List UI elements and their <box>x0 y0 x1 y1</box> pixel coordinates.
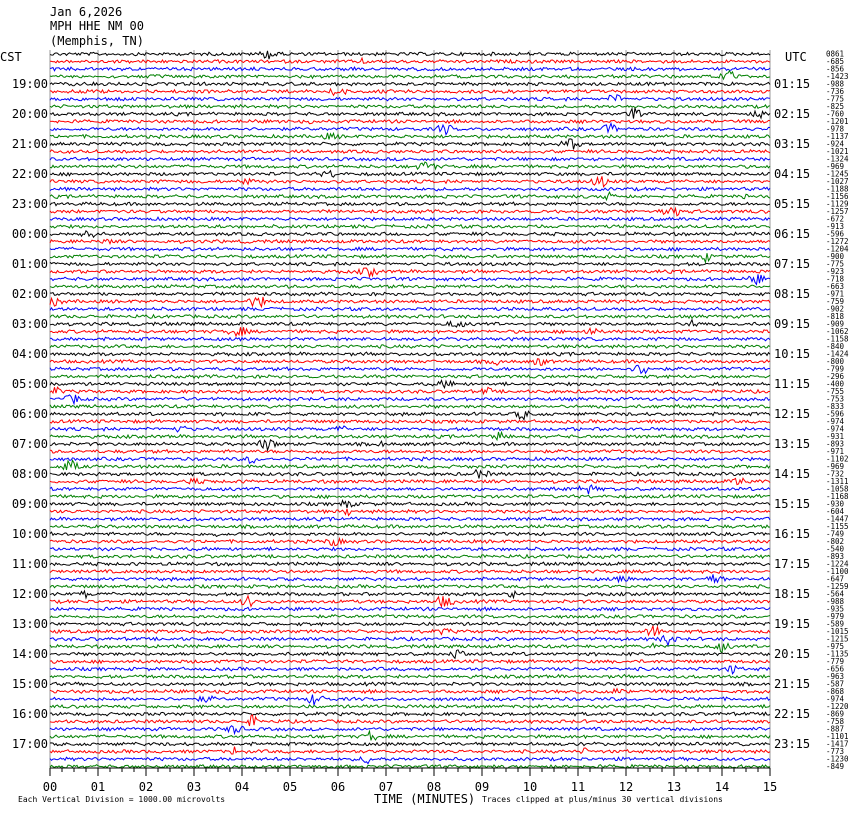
trace-73 <box>50 591 770 598</box>
trace-74 <box>50 596 770 607</box>
trace-69 <box>50 562 770 566</box>
x-tick-label: 05 <box>282 780 298 794</box>
trace-36 <box>50 315 770 319</box>
trace-mean-label: -773 <box>826 747 845 756</box>
trace-60 <box>50 495 770 499</box>
cst-hour-label: 03:00 <box>11 317 48 331</box>
trace-37 <box>50 320 770 327</box>
trace-mean-label: -913 <box>826 222 845 231</box>
station-location: (Memphis, TN) <box>50 34 144 48</box>
trace-mean-label: -1156 <box>826 192 849 201</box>
trace-29 <box>50 262 770 266</box>
trace-mean-label: -1168 <box>826 492 849 501</box>
trace-mean-label: -974 <box>826 417 845 426</box>
trace-52 <box>50 432 770 440</box>
utc-hour-label: 16:15 <box>774 527 811 541</box>
trace-49 <box>50 411 770 419</box>
trace-mean-label: -1188 <box>826 184 849 194</box>
trace-mean-label: -1230 <box>826 754 849 764</box>
trace-mean-label: -1102 <box>826 454 849 464</box>
trace-mean-label: -1424 <box>826 349 849 359</box>
trace-76 <box>50 615 770 619</box>
cst-hour-label: 10:00 <box>11 527 48 541</box>
trace-84 <box>50 675 770 679</box>
trace-mean-label: -760 <box>826 109 845 119</box>
trace-mean-label: -978 <box>826 124 845 134</box>
x-tick-label: 02 <box>138 780 154 794</box>
trace-21 <box>50 202 770 206</box>
trace-mean-label: -979 <box>826 612 845 621</box>
trace-4 <box>50 71 770 79</box>
trace-65 <box>50 532 770 536</box>
trace-86 <box>50 689 770 694</box>
utc-hour-label: 22:15 <box>774 707 811 721</box>
utc-hour-label: 19:15 <box>774 617 811 631</box>
trace-mean-label: -900 <box>826 252 845 261</box>
trace-mean-label: -1021 <box>826 147 849 156</box>
trace-mean-label: -849 <box>826 762 845 771</box>
utc-hour-label: 18:15 <box>774 587 811 601</box>
trace-64 <box>50 525 770 529</box>
utc-hour-label: 13:15 <box>774 437 811 451</box>
trace-mean-label: -974 <box>826 694 845 704</box>
cst-hour-label: 15:00 <box>11 677 48 691</box>
trace-8 <box>50 105 770 109</box>
utc-hour-label: 10:15 <box>774 347 811 361</box>
trace-66 <box>50 539 770 546</box>
trace-mean-label: -400 <box>826 379 845 389</box>
trace-63 <box>50 517 770 521</box>
trace-82 <box>50 660 770 664</box>
x-tick-label: 04 <box>234 780 250 794</box>
trace-10 <box>50 120 770 124</box>
trace-81 <box>50 650 770 659</box>
x-tick-label: 06 <box>330 780 346 794</box>
trace-mean-label: -775 <box>826 94 845 104</box>
utc-hour-label: 07:15 <box>774 257 811 271</box>
trace-mean-label: -1224 <box>826 559 849 569</box>
trace-94 <box>50 747 770 754</box>
trace-mean-label: -1417 <box>826 739 849 749</box>
utc-hour-label: 15:15 <box>774 497 811 511</box>
trace-mean-label: -799 <box>826 364 845 374</box>
trace-mean-label: -1259 <box>826 582 849 591</box>
trace-mean-label: -1272 <box>826 237 849 246</box>
trace-mean-label: -963 <box>826 672 845 681</box>
trace-1 <box>50 51 770 59</box>
trace-mean-label: -969 <box>826 462 845 471</box>
trace-mean-label: -1015 <box>826 627 849 636</box>
trace-mean-label: -1220 <box>826 702 849 711</box>
trace-mean-label: -971 <box>826 289 845 299</box>
x-tick-label: 08 <box>426 780 442 794</box>
trace-mean-label: -802 <box>826 537 845 546</box>
cst-hour-label: 11:00 <box>11 557 48 571</box>
cst-hour-label: 22:00 <box>11 167 48 181</box>
x-tick-label: 11 <box>570 780 586 794</box>
utc-hour-label: 17:15 <box>774 557 811 571</box>
x-tick-label: 01 <box>90 780 106 794</box>
utc-hour-label: 14:15 <box>774 467 811 481</box>
trace-mean-label: -647 <box>826 574 845 584</box>
trace-92 <box>50 731 770 740</box>
trace-88 <box>50 705 770 709</box>
trace-mean-label: -656 <box>826 664 845 674</box>
trace-mean-label: -1062 <box>826 327 849 336</box>
utc-hour-label: 23:15 <box>774 737 811 751</box>
trace-mean-label: -732 <box>826 469 845 479</box>
trace-22 <box>50 208 770 216</box>
trace-43 <box>50 365 770 373</box>
x-tick-label: 03 <box>186 780 202 794</box>
trace-51 <box>50 426 770 432</box>
trace-mean-label: -1027 <box>826 177 849 186</box>
utc-hour-label: 02:15 <box>774 107 811 121</box>
trace-23 <box>50 217 770 221</box>
trace-89 <box>50 712 770 716</box>
trace-mean-label: -759 <box>826 297 845 306</box>
trace-95 <box>50 757 770 764</box>
cst-hour-label: 23:00 <box>11 197 48 211</box>
trace-53 <box>50 440 770 450</box>
trace-mean-label: -988 <box>826 597 845 606</box>
trace-91 <box>50 726 770 734</box>
x-tick-label: 07 <box>378 780 394 794</box>
utc-hour-label: 04:15 <box>774 167 811 181</box>
x-tick-label: 14 <box>714 780 730 794</box>
trace-85 <box>50 682 770 686</box>
trace-56 <box>50 460 770 470</box>
cst-hour-label: 19:00 <box>11 77 48 91</box>
trace-mean-label: -935 <box>826 604 845 614</box>
trace-9 <box>50 108 770 119</box>
x-tick-label: 15 <box>762 780 778 794</box>
x-tick-label: 12 <box>618 780 634 794</box>
trace-mean-label: -755 <box>826 387 845 396</box>
trace-62 <box>50 509 770 516</box>
trace-mean-label: -718 <box>826 274 845 284</box>
trace-mean-label: -818 <box>826 312 845 321</box>
trace-50 <box>50 420 770 424</box>
cst-hour-label: 06:00 <box>11 407 48 421</box>
trace-mean-label: -833 <box>826 402 845 411</box>
trace-6 <box>50 89 770 95</box>
trace-78 <box>50 626 770 636</box>
trace-20 <box>50 192 770 200</box>
cst-hour-label: 07:00 <box>11 437 48 451</box>
trace-83 <box>50 666 770 674</box>
x-tick-label: 00 <box>42 780 58 794</box>
trace-mean-label: -1129 <box>826 199 849 209</box>
trace-67 <box>50 547 770 551</box>
trace-68 <box>50 555 770 559</box>
trace-mean-label: -1215 <box>826 634 849 644</box>
trace-31 <box>50 274 770 284</box>
trace-14 <box>50 150 770 154</box>
vertical-division-note: Each Vertical Division = 1000.00 microvolts <box>18 795 226 804</box>
cst-hour-label: 20:00 <box>11 107 48 121</box>
trace-11 <box>50 123 770 134</box>
trace-mean-label: -902 <box>826 304 845 314</box>
trace-57 <box>50 470 770 479</box>
trace-93 <box>50 742 770 746</box>
trace-26 <box>50 239 770 243</box>
trace-mean-label: -1158 <box>826 334 849 344</box>
clipping-note: Traces clipped at plus/minus 30 vertical divisions <box>482 795 723 804</box>
trace-44 <box>50 375 770 379</box>
trace-mean-label: -753 <box>826 394 845 404</box>
utc-hour-label: 12:15 <box>774 407 811 421</box>
x-tick-label: 10 <box>522 780 538 794</box>
trace-mean-label: -672 <box>826 214 845 224</box>
trace-mean-label: -893 <box>826 439 845 449</box>
trace-mean-label: -1135 <box>826 649 849 659</box>
trace-mean-label: -775 <box>826 259 845 269</box>
trace-27 <box>50 247 770 251</box>
trace-mean-label: -1447 <box>826 514 849 524</box>
trace-mean-label: -893 <box>826 552 845 561</box>
x-axis-label: TIME (MINUTES) <box>374 792 476 806</box>
trace-75 <box>50 607 770 611</box>
utc-hour-label: 21:15 <box>774 677 811 691</box>
trace-mean-label: -587 <box>826 679 845 689</box>
trace-mean-label: -887 <box>826 724 845 734</box>
trace-42 <box>50 359 770 365</box>
cst-hour-label: 21:00 <box>11 137 48 151</box>
cst-hour-label: 13:00 <box>11 617 48 631</box>
trace-mean-label: -971 <box>826 447 845 456</box>
trace-mean-label: -1324 <box>826 154 849 164</box>
trace-mean-label: -825 <box>826 102 845 111</box>
trace-58 <box>50 478 770 484</box>
trace-45 <box>50 380 770 387</box>
trace-24 <box>50 225 770 229</box>
trace-mean-label: -749 <box>826 529 845 539</box>
trace-mean-label: -868 <box>826 687 845 696</box>
left-timezone: CST <box>0 50 22 64</box>
trace-7 <box>50 95 770 101</box>
trace-72 <box>50 585 770 589</box>
trace-3 <box>50 67 770 71</box>
trace-35 <box>50 307 770 311</box>
trace-mean-label: -1257 <box>826 207 849 216</box>
trace-mean-label: -930 <box>826 499 845 509</box>
trace-mean-label: -685 <box>826 57 845 66</box>
trace-18 <box>50 176 770 186</box>
trace-mean-label: -1423 <box>826 72 849 81</box>
trace-34 <box>50 297 770 307</box>
utc-hour-label: 20:15 <box>774 647 811 661</box>
trace-mean-label: 0861 <box>826 49 845 59</box>
trace-mean-label: -1155 <box>826 522 849 531</box>
trace-mean-label: -909 <box>826 319 845 329</box>
trace-mean-label: -596 <box>826 229 845 239</box>
trace-2 <box>50 58 770 63</box>
trace-mean-label: -1101 <box>826 732 849 741</box>
trace-mean-label: -1245 <box>826 169 849 179</box>
trace-mean-label: -840 <box>826 342 845 351</box>
trace-15 <box>50 157 770 161</box>
trace-mean-label: -923 <box>826 267 845 276</box>
trace-mean-label: -1100 <box>826 567 849 576</box>
utc-hour-label: 09:15 <box>774 317 811 331</box>
trace-30 <box>50 268 770 277</box>
trace-mean-label: -988 <box>826 79 845 89</box>
x-tick-label: 13 <box>666 780 682 794</box>
trace-32 <box>50 285 770 289</box>
trace-mean-label: -540 <box>826 544 845 554</box>
trace-mean-label: -564 <box>826 589 845 599</box>
trace-48 <box>50 405 770 409</box>
trace-mean-label: -779 <box>826 657 845 666</box>
utc-hour-label: 08:15 <box>774 287 811 301</box>
cst-hour-label: 05:00 <box>11 377 48 391</box>
trace-mean-label: -1137 <box>826 132 849 141</box>
trace-mean-label: -604 <box>826 507 845 516</box>
trace-mean-label: -758 <box>826 717 845 726</box>
cst-hour-label: 09:00 <box>11 497 48 511</box>
trace-33 <box>50 292 770 296</box>
cst-hour-label: 01:00 <box>11 257 48 271</box>
trace-25 <box>50 231 770 237</box>
trace-46 <box>50 387 770 394</box>
utc-hour-label: 05:15 <box>774 197 811 211</box>
trace-87 <box>50 695 770 706</box>
cst-hour-label: 16:00 <box>11 707 48 721</box>
utc-hour-label: 03:15 <box>774 137 811 151</box>
trace-13 <box>50 139 770 150</box>
trace-mean-label: -974 <box>826 424 845 434</box>
right-timezone: UTC <box>785 50 807 64</box>
trace-mean-label: -856 <box>826 64 845 74</box>
trace-mean-label: -800 <box>826 357 845 366</box>
trace-54 <box>50 450 770 454</box>
cst-hour-label: 14:00 <box>11 647 48 661</box>
trace-mean-label: -1311 <box>826 477 849 486</box>
trace-80 <box>50 643 770 652</box>
trace-12 <box>50 133 770 139</box>
trace-mean-label: -975 <box>826 642 845 651</box>
trace-mean-label: -1058 <box>826 484 849 494</box>
trace-47 <box>50 395 770 404</box>
trace-41 <box>50 352 770 356</box>
trace-mean-label: -296 <box>826 372 845 381</box>
trace-38 <box>50 327 770 336</box>
trace-mean-label: -924 <box>826 139 845 149</box>
utc-hour-label: 06:15 <box>774 227 811 241</box>
plot-date: Jan 6,2026 <box>50 5 123 19</box>
cst-hour-label: 17:00 <box>11 737 48 751</box>
trace-mean-label: -663 <box>826 282 845 291</box>
trace-mean-label: -736 <box>826 87 845 96</box>
trace-39 <box>50 337 770 341</box>
trace-mean-label: -589 <box>826 619 845 629</box>
trace-90 <box>50 715 770 726</box>
cst-hour-label: 12:00 <box>11 587 48 601</box>
trace-mean-label: -1201 <box>826 117 849 126</box>
trace-mean-label: -1204 <box>826 244 849 254</box>
trace-55 <box>50 457 770 463</box>
trace-mean-label: -869 <box>826 709 845 719</box>
trace-71 <box>50 574 770 582</box>
cst-hour-label: 02:00 <box>11 287 48 301</box>
trace-19 <box>50 187 770 191</box>
utc-hour-label: 01:15 <box>774 77 811 91</box>
x-tick-label: 09 <box>474 780 490 794</box>
trace-40 <box>50 345 770 349</box>
cst-hour-label: 04:00 <box>11 347 48 361</box>
utc-hour-label: 11:15 <box>774 377 811 391</box>
trace-mean-label: -596 <box>826 409 845 419</box>
cst-hour-label: 08:00 <box>11 467 48 481</box>
trace-mean-label: -969 <box>826 162 845 171</box>
trace-70 <box>50 570 770 574</box>
trace-mean-label: -931 <box>826 432 845 441</box>
station-code: MPH HHE NM 00 <box>50 19 144 33</box>
trace-16 <box>50 162 770 169</box>
trace-77 <box>50 622 770 626</box>
trace-17 <box>50 171 770 177</box>
trace-61 <box>50 500 770 507</box>
trace-28 <box>50 253 770 262</box>
trace-5 <box>50 82 770 86</box>
trace-59 <box>50 485 770 494</box>
cst-hour-label: 00:00 <box>11 227 48 241</box>
